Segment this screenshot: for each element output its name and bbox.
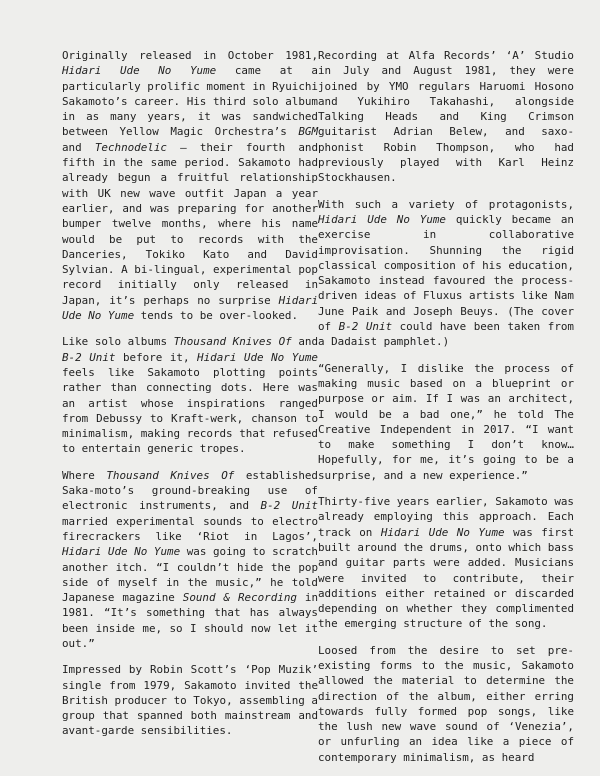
album-title: Hidari Ude No Yume <box>62 64 217 78</box>
text-run: came at a particularly prolific moment in Ryuichi Sakamoto’s career. His third solo album in as many years, it was sandwiched between Yellow Magic Orchestra’s <box>62 64 318 139</box>
album-title: Hidari Ude No Yume <box>380 525 505 539</box>
text-run: in 1981. “It’s something that has always been inside me, so I should now let it out.” <box>62 591 319 650</box>
text-run: and <box>291 335 319 349</box>
paragraph <box>62 662 318 738</box>
paragraph <box>318 494 574 632</box>
text-run: could have been taken from a Dadaist pamphlet.) <box>318 320 574 349</box>
album-title: B-2 Unit <box>62 350 116 364</box>
text-run: was first built around the drums, onto which bass and guitar parts were added. Musicians were invited to contribute, their additions either retained or discarded depending on whether they complimented the emerging structure of the song. <box>318 525 574 631</box>
album-title: Hidari Ude No Yume <box>62 293 318 323</box>
right-text-column <box>318 48 574 776</box>
album-title: Hidari Ude No Yume <box>318 212 446 226</box>
text-run: “Generally, I dislike the process of making music based on a blueprint or purpose or aim. If I was an architect, I would be a bad one,” he told The Creative Independent in 2017. “I want to make something I don’t know… Hopefully, for me, it’s going to be a surprise, and a new experience.” <box>318 361 574 482</box>
album-title: Hidari Ude No Yume <box>197 350 318 364</box>
text-run: With such a variety of protagonists, <box>318 197 574 211</box>
paragraph <box>318 643 574 765</box>
text-run: – their fourth and fifth in the same period. Sakamoto had already begun a fruitful relationship with UK new wave outfit Japan a year earlier, and was preparing for another bumper twelve months, where his name would be put to records with the Danceries, Tokiko Kato and David Sylvian. A bi-lingual, experimental pop record initially only released in Japan, it’s perhaps no surprise <box>62 140 318 307</box>
album-title: Thousand Knives Of <box>106 468 235 482</box>
text-run: Impressed by Robin Scott’s ‘Pop Muzik’ single from 1979, Sakamoto invited the British producer to Tokyo, assembling a group that spanned both mainstream and avant-garde sensibilities. <box>62 663 318 738</box>
left-text-column <box>62 48 318 750</box>
album-title: Thousand Knives Of <box>173 335 292 349</box>
text-run: married experimental sounds to electro firecrackers like ‘Riot in Lagos’, <box>62 514 318 543</box>
paragraph <box>318 48 574 186</box>
text-run: tends to be over-looked. <box>134 309 299 323</box>
paragraph <box>62 334 318 456</box>
album-title: B-2 Unit <box>260 499 318 513</box>
magazine-title: Sound & Recording <box>182 591 297 605</box>
album-title: B-2 Unit <box>338 320 393 334</box>
album-title: BGM <box>298 125 318 139</box>
text-run: before it, <box>115 350 198 364</box>
text-run: Where <box>62 468 107 482</box>
paragraph <box>318 197 574 350</box>
text-run: Recording at Alfa Records’ ‘A’ Studio in July and August 1981, they were joined by YMO regulars Haruomi Hosono and Yukihiro Takahashi, alongside Talking Heads and King Crimson guitarist Adrian Belew, and saxo-phonist Robin Thompson, who had previously played with Karl Heinz Stockhausen. <box>318 49 574 185</box>
text-run: Thirty-five years earlier, Sakamoto was already employing this approach. Each track on <box>318 495 574 539</box>
paragraph <box>62 48 318 323</box>
text-run: established Saka-moto’s ground-breaking use of electronic instruments, and <box>62 468 318 513</box>
text-run: feels like Sakamoto plotting points rather than connecting dots. Here was an artist whose inspirations ranged from Debussy to Kraft-werk, chanson to minimalism, making records that refused to entertain generic tropes. <box>62 365 318 456</box>
text-run: and <box>62 140 95 154</box>
text-run: quickly became an exercise in collaborative improvisation. Shunning the rigid classical composition of his education, Sakamoto instead favoured the process-driven ideas of Fluxus artists like Nam June Paik and Joseph Beuys. (The cover of <box>318 212 574 334</box>
paragraph <box>318 361 574 483</box>
text-run: Loosed from the desire to set pre-existing forms to the music, Sakamoto allowed the material to determine the direction of the album, either erring towards fully formed pop songs, like the lush new wave sound of ‘Venezia’, or unfurling an idea like a piece of contemporary minimalism, as heard <box>318 643 574 764</box>
album-title: Technodelic <box>94 140 167 154</box>
album-title: Hidari Ude No Yume <box>62 545 181 559</box>
text-run: was going to scratch another itch. “I couldn’t hide the pop side of myself in the music,” he told Japanese magazine <box>62 545 318 605</box>
text-run: Originally released in October 1981, <box>62 49 318 62</box>
paragraph <box>62 468 318 652</box>
text-run: Like solo albums <box>62 335 174 349</box>
